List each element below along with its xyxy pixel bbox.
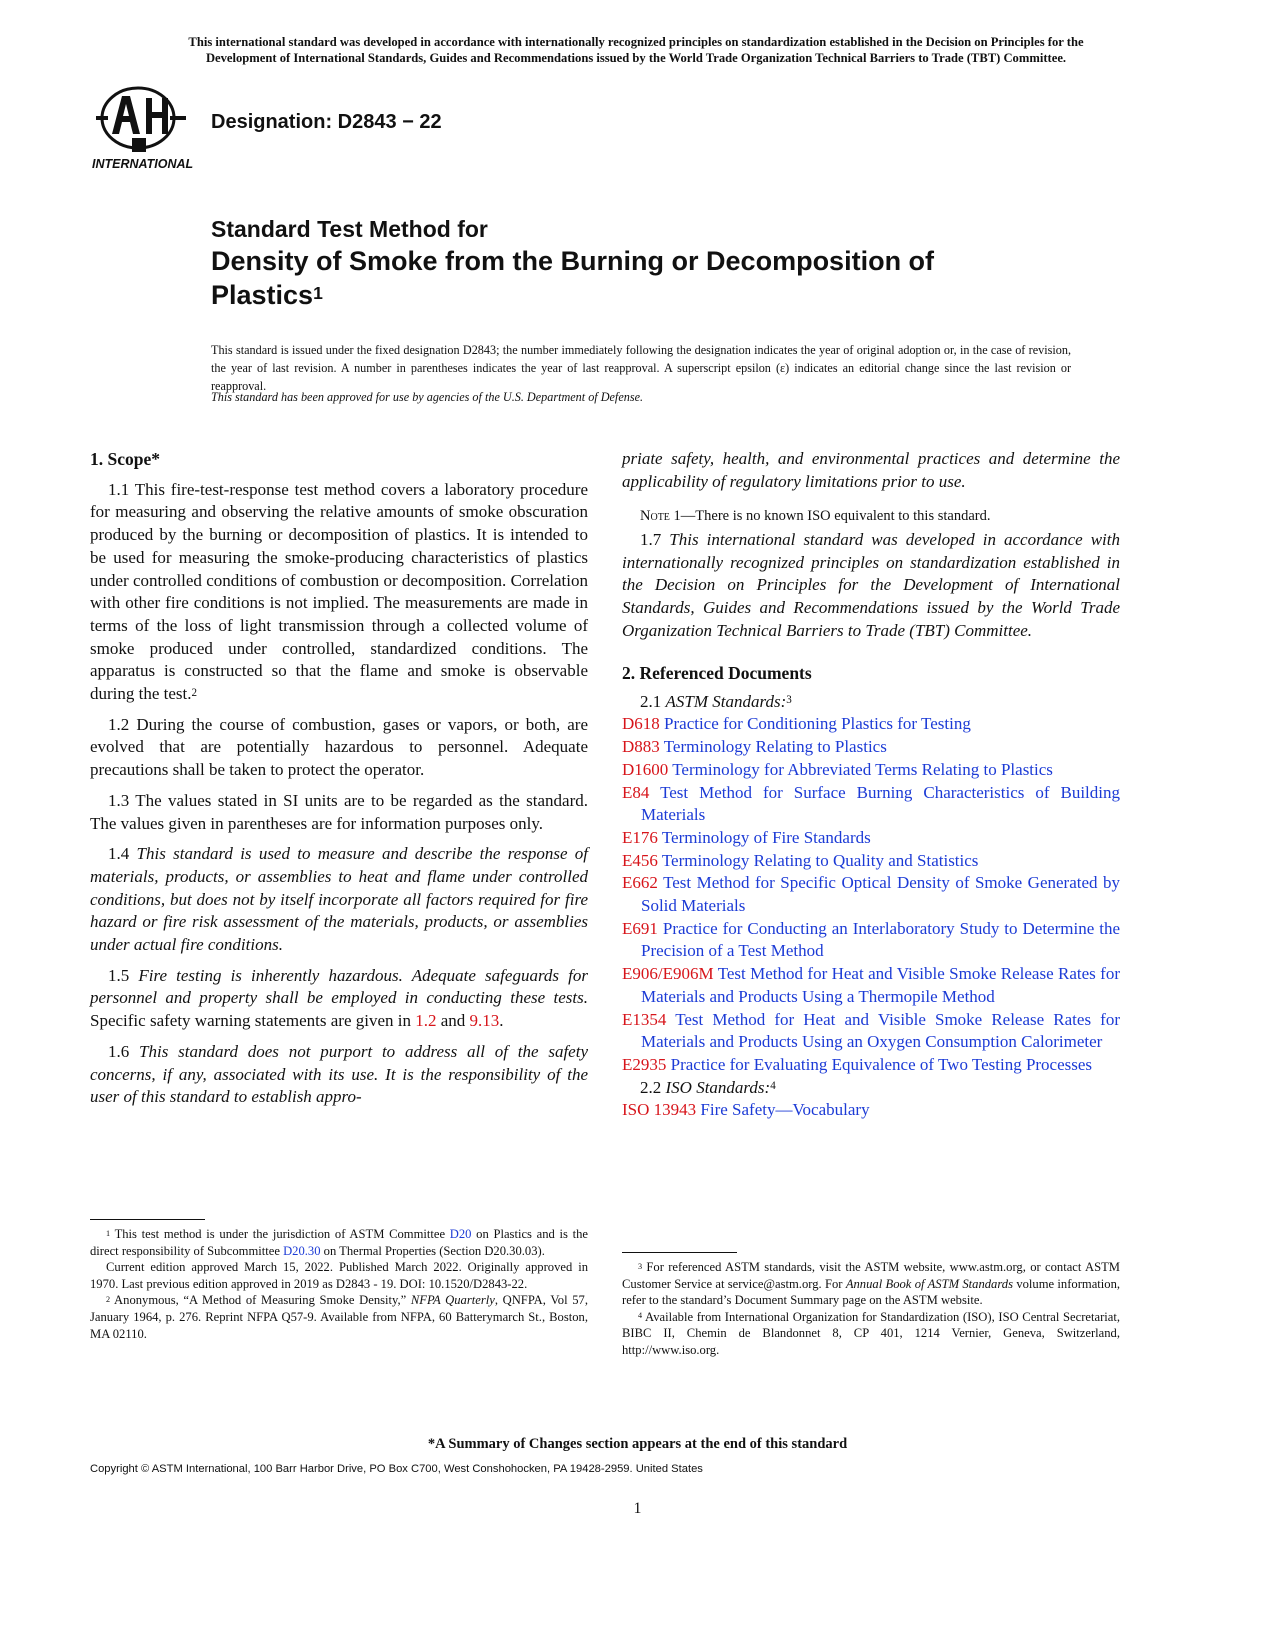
left-column (90, 448, 588, 1109)
logo-wordmark: INTERNATIONAL (92, 157, 194, 171)
reference-title-link[interactable]: Practice for Evaluating Equivalence of Two Testing Processes (670, 1054, 1093, 1074)
reference-title-link[interactable]: Test Method for Heat and Visible Smoke Release Rates for Materials and Products Using an Oxygen Consumption Calorimeter (641, 1009, 1120, 1052)
para-number: 1.3 (108, 790, 130, 810)
refdocs-heading: 2. Referenced Documents (622, 663, 812, 683)
para-number: 2.2 (640, 1077, 662, 1097)
wto-notice (90, 34, 1182, 66)
iso-standards-heading (622, 1077, 1120, 1100)
subsection-label: ASTM Standards: (665, 691, 787, 711)
reference-title-link[interactable]: Terminology for Abbreviated Terms Relating to Plastics (672, 759, 1053, 779)
para-text: This international standard was developed in accordance with internationally recognized principles on standardization established in the Decision on Principles for the Development of International Standards, Guides and Recommendations issued by the World Trade Organization Technical Barriers to Trade (TBT) Committee. (622, 530, 1120, 640)
para-text: The values stated in SI units are to be regarded as the standard. The values given in parentheses are for information purposes only. (90, 790, 588, 833)
right-column (622, 662, 1120, 1122)
footnote-2 (90, 1292, 588, 1342)
para-number: 2.1 (640, 691, 662, 711)
reference-code-link[interactable]: D1600 (622, 759, 669, 779)
para-text: This standard is used to measure and describe the response of materials, products, or assemblies to heat and flame under controlled conditions, but does not by itself incorporate all factors required for fire hazard or fire risk assessment of the materials, products, or assemblies under actual fire conditions. (90, 844, 588, 955)
footnote-text: on Thermal Properties (Section D20.30.03). (323, 1243, 545, 1258)
para-text: During the course of combustion, gases or vapors, or both, are evolved that are potentially hazardous to personnel. Adequate precautions shall be taken to protect the operator. (90, 714, 589, 780)
footnote-text: , QNFPA, Vol 57, January 1964, p. 276. Reprint NFPA Q57-9. Available from NFPA, 60 Batterymarch St., Boston, MA 02110. (90, 1293, 588, 1341)
reference-item (622, 713, 1120, 736)
reference-title-link[interactable]: Practice for Conducting an Interlaboratory Study to Determine the Precision of a Test Method (641, 918, 1120, 961)
copyright: Copyright © ASTM International, 100 Barr Harbor Drive, PO Box C700, West Conshohocken, PA 19428-2959. United States (90, 1463, 703, 1475)
reference-item (622, 850, 1120, 873)
para-number: 1.5 (108, 965, 130, 985)
reference-item (622, 827, 1120, 850)
para-text: Specific safety warning statements are given in (90, 1011, 411, 1031)
para-text: . (499, 1011, 504, 1031)
astm-reference-list (622, 713, 1120, 1076)
footnote-text: volume information, refer to the standard’s Document Summary page on the ASTM website. (622, 1276, 1121, 1308)
footnote-rule (90, 1219, 205, 1220)
reference-code-link[interactable]: D618 (622, 714, 660, 734)
reference-item (622, 782, 1120, 827)
para-1-6-continued: priate safety, health, and environmental practices and determine the applicability of regulatory limitations prior to use. (622, 449, 1120, 491)
reference-code-link[interactable]: E456 (622, 850, 658, 870)
title-main-text: Density of Smoke from the Burning or Decomposition of (211, 246, 935, 276)
para-text-italic: Fire testing is inherently hazardous. Adequate safeguards for personnel and property shall be employed in conducting these tests. (90, 965, 589, 1008)
iso-reference-list (622, 1099, 1120, 1122)
footnote-text: For referenced ASTM standards, visit the ASTM website, www.astm.org, or contact ASTM Customer Service at service@astm.org. For (622, 1260, 1120, 1291)
subcommittee-link-d20-30[interactable]: D20.30 (283, 1243, 321, 1258)
page-number: 1 (633, 1500, 642, 1517)
reference-code-link[interactable]: D883 (622, 737, 660, 757)
note-text: —There is no known ISO equivalent to this standard. (680, 508, 991, 524)
reference-item (622, 759, 1120, 782)
note-1 (640, 506, 1120, 526)
reference-title-link[interactable]: Terminology Relating to Plastics (663, 737, 887, 757)
reference-item (622, 1054, 1120, 1077)
title-line1: Standard Test Method for (211, 216, 488, 242)
reference-item (622, 918, 1120, 963)
para-1-1 (90, 479, 588, 706)
issue-note: This standard is issued under the fixed designation D2843; the number immediately following the designation indicates the year of original adoption or, in the case of revision, the year of last revision. A number in parentheses indicates the year of last reapproval. A superscript epsilon (ε) indicates an editorial change since the last revision or reapproval. (211, 343, 1071, 393)
subsection-label: ISO Standards: (665, 1077, 771, 1097)
reference-code-link[interactable]: E906/E906M (622, 964, 714, 984)
footnote-text: on Plastics and is the direct responsibility of Subcommittee (90, 1227, 588, 1258)
astm-standards-heading (622, 691, 1120, 714)
para-1-6 (90, 1041, 588, 1109)
para-number: 1.4 (108, 844, 130, 864)
astm-logo (90, 82, 200, 172)
footnote-text: This test method is under the jurisdiction of ASTM Committee (114, 1227, 446, 1241)
footnote-edition: Current edition approved March 15, 2022. Published March 2022. Originally approved in 1970. Last previous edition approved in 2019 as D2843 - 19. DOI: 10.1520/D2843-22. (90, 1260, 588, 1291)
right-footnotes (622, 1252, 1120, 1359)
title-block (211, 214, 1111, 312)
wto-notice-line1: This international standard was developed in accordance with internationally recognized principles on standardization established in the Decision on Principles for the (188, 35, 1084, 49)
summary-of-changes-notice: *A Summary of Changes section appears at the end of this standard (427, 1436, 848, 1452)
footnote-marker: 3 (638, 1261, 643, 1271)
reference-code-link[interactable]: E691 (622, 918, 658, 938)
reference-title-link[interactable]: Test Method for Specific Optical Density of Smoke Generated by Solid Materials (641, 873, 1120, 916)
para-number: 1.1 (108, 479, 130, 499)
para-text: This fire-test-response test method covers a laboratory procedure for measuring and observing the relative amounts of smoke obscuration produced by the burning or decomposition of plastics. It is intended to be used for measuring the smoke-producing characteristics of plastics under controlled conditions of combustion or decomposition. Correlation with other fire conditions is not implied. The measurements are made in terms of the loss of light transmission through a collected volume of smoke produced under controlled, standardized conditions. The apparatus is constructed so that the flame and smoke is observable during the test. (90, 479, 588, 704)
designation: Designation: D2843 − 22 (211, 111, 442, 133)
footnote-marker: 2 (106, 1294, 111, 1304)
reference-title-link[interactable]: Terminology of Fire Standards (661, 827, 871, 847)
section-link-9-13[interactable]: 9.13 (469, 1011, 500, 1031)
dod-note: This standard has been approved for use by agencies of the U.S. Department of Defense. (211, 390, 644, 404)
footnote-1 (90, 1226, 588, 1259)
para-1-7 (622, 529, 1120, 643)
reference-code-link[interactable]: ISO 13943 (622, 1100, 697, 1120)
wto-notice-line2: Development of International Standards, Guides and Recommendations issued by the World Trade Organization Technical Barriers to Trade (TBT) Committee. (205, 51, 1067, 65)
footnote-marker: 1 (106, 1228, 111, 1238)
footnote-4 (622, 1309, 1120, 1359)
footnote-rule (622, 1252, 737, 1253)
right-column-top (622, 448, 1120, 493)
title-main (211, 244, 1111, 312)
para-1-4 (90, 843, 588, 957)
reference-item (622, 1009, 1120, 1054)
footnote-3 (622, 1259, 1120, 1309)
reference-item (622, 1099, 1120, 1122)
committee-link-d20[interactable]: D20 (449, 1227, 472, 1241)
reference-title-link[interactable]: Test Method for Heat and Visible Smoke Release Rates for Materials and Products Using a Thermopile Method (641, 964, 1120, 1006)
title-footnote-ref: 1 (313, 282, 323, 303)
reference-code-link[interactable]: E176 (622, 827, 658, 847)
footnote-ref: 3 (786, 694, 792, 707)
reference-title-link[interactable]: Fire Safety—Vocabulary (700, 1100, 870, 1120)
footnote-text: Anonymous, “A Method of Measuring Smoke Density,” (114, 1293, 407, 1308)
para-number: 1.2 (108, 714, 130, 734)
section-link-1-2[interactable]: 1.2 (415, 1011, 437, 1031)
para-number: 1.7 (640, 530, 662, 549)
para-1-2 (90, 714, 588, 782)
reference-code-link[interactable]: E84 (622, 782, 650, 802)
reference-item (622, 963, 1120, 1008)
footnote-text: Available from International Organization for Standardization (ISO), ISO Central Secretariat, BIBC II, Chemin de Blandonnet 8, CP 401, 1214 Vernier, Geneva, Switzerland, http://www.iso.org. (622, 1309, 1120, 1357)
reference-item (622, 872, 1120, 917)
astm-logo-icon (90, 82, 200, 172)
reference-code-link[interactable]: E1354 (622, 1009, 667, 1029)
footnote-text-italic: Annual Book of ASTM Standards (845, 1276, 1013, 1291)
reference-title-link[interactable]: Terminology Relating to Quality and Statistics (661, 850, 979, 870)
footnote-marker: 4 (638, 1311, 643, 1321)
para-1-7-wrap (622, 529, 1120, 643)
reference-title-link[interactable]: Practice for Conditioning Plastics for Testing (664, 714, 971, 734)
reference-code-link[interactable]: E2935 (622, 1054, 667, 1074)
footnote-ref: 4 (770, 1080, 776, 1093)
para-number: 1.6 (108, 1041, 130, 1061)
para-text: and (440, 1011, 466, 1031)
footnote-ref: 2 (191, 686, 198, 699)
reference-code-link[interactable]: E662 (622, 873, 658, 893)
scope-heading: 1. Scope* (90, 449, 160, 469)
para-1-3 (90, 790, 588, 835)
left-footnotes (90, 1219, 588, 1342)
para-text: This standard does not purport to address all of the safety concerns, if any, associated with its use. It is the responsibility of the user of this standard to establish appro- (90, 1041, 588, 1107)
title-main-text2: Plastics (211, 280, 314, 310)
para-1-5 (90, 965, 588, 1033)
reference-title-link[interactable]: Test Method for Surface Burning Characteristics of Building Materials (641, 782, 1120, 825)
footnote-text-italic: NFPA Quarterly (410, 1293, 495, 1308)
note-label: Note 1 (640, 508, 681, 524)
reference-item (622, 736, 1120, 759)
